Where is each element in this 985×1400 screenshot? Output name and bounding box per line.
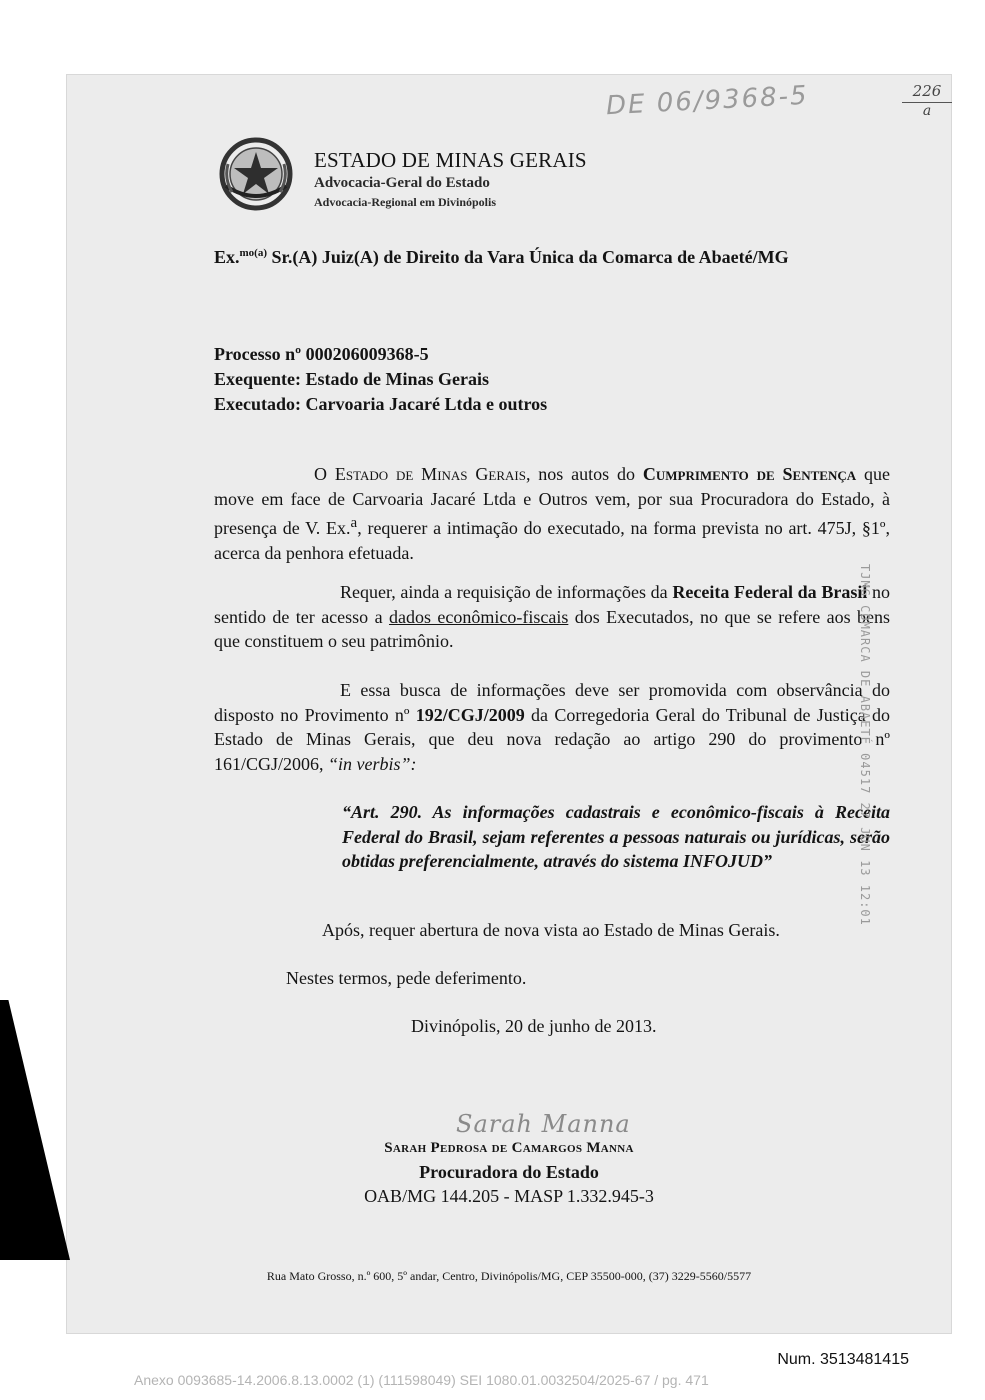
scanned-page <box>66 74 952 1334</box>
addressee-prefix: Ex. <box>214 247 240 267</box>
paragraph-request-intimation <box>214 462 890 565</box>
revenue-agency: Receita Federal da Brasil <box>672 582 868 602</box>
claimant: Exequente: Estado de Minas Gerais <box>214 369 490 389</box>
addressee-line <box>214 247 789 268</box>
p2-text-2: no sentido de ter acesso a <box>214 582 891 627</box>
proceeding-type: Cumprimento de Sentença <box>642 464 857 484</box>
p1-text-3: , requerer a intimação do executado, na forma prevista no art. 475J, §1º, acerca da penhora efetuada. <box>214 518 891 563</box>
protocol-stamp-text: TJMG COMARCA DE ABAETÉ 04517 27 JUN 13 12:01 <box>858 564 872 926</box>
party-name: O Estado de Minas Gerais <box>314 464 526 484</box>
fiscal-data: dados econômico-fiscais <box>388 606 569 627</box>
place-date: Divinópolis, 20 de junho de 2013. <box>411 1016 657 1036</box>
provision-number: 192/CGJ/2009 <box>415 704 525 725</box>
case-info <box>214 342 547 417</box>
closing-terms: Nestes termos, pede deferimento. <box>286 968 527 988</box>
annex-reference: Anexo 0093685-14.2006.8.13.0002 (1) (111598049) SEI 1080.01.0032504/2025-67 / pg. 471 <box>134 1372 709 1388</box>
agency-name: Advocacia-Geral do Estado <box>314 175 490 191</box>
process-number: Processo nº 000206009368-5 <box>214 344 429 364</box>
handwritten-signature: Sarah Manna <box>456 1110 631 1138</box>
closing-request: Após, requer abertura de nova vista ao Estado de Minas Gerais. <box>322 920 780 940</box>
office-address: Rua Mato Grosso, n.º 600, 5º andar, Centro, Divinópolis/MG, CEP 35500-000, (37) 3229-5560/5577 <box>266 1269 752 1283</box>
p1-text-2: que move em face de Carvoaria Jacaré Ltda e Outros vem, por sua Procuradora do Estado, à presença de V. Ex. <box>214 464 890 538</box>
folio-stamp <box>902 82 952 119</box>
protocol-stamp <box>856 564 878 926</box>
signer-role: Procuradora do Estado <box>419 1162 599 1182</box>
p3-text-1: E essa busca de informações deve ser promovida com observância do disposto no Provimento nº <box>214 680 890 725</box>
document-number: Num. 3513481415 <box>777 1351 909 1368</box>
minas-gerais-coat-of-arms-icon <box>216 134 296 214</box>
legal-quote: “Art. 290. As informações cadastrais e econômico-fiscais à Receita Federal do Brasil, sejam referentes a pessoas naturais ou jurídicas, serão obtidas preferencialmente, através do sistema INFOJUD” <box>342 802 890 871</box>
addressee-superscript: mo(a) <box>239 247 268 259</box>
folio-letter: a <box>922 103 932 119</box>
signer-registration: OAB/MG 144.205 - MASP 1.332.945-3 <box>364 1186 654 1206</box>
scan-black-edge <box>0 1000 70 1260</box>
folio-number: 226 <box>902 82 952 103</box>
defendant: Executado: Carvoaria Jacaré Ltda e outros <box>214 394 548 414</box>
p3-text-2: da Corregedoria Geral do Tribunal de Justiça do Estado de Minas Gerais, que deu nova redação ao artigo 290 do provimento nº 161/CGJ/2006, <box>214 704 890 774</box>
paragraph-legal-basis <box>214 678 890 776</box>
p2-text-1: Requer, ainda a requisição de informações da <box>340 582 673 602</box>
regional-office: Advocacia-Regional em Divinópolis <box>314 195 496 209</box>
addressee-text: Sr.(A) Juiz(A) de Direito da Vara Única da Comarca de Abaeté/MG <box>267 247 789 267</box>
p1-text-1: , nos autos do <box>525 464 643 484</box>
in-verbis: “in verbis”: <box>328 753 417 774</box>
paragraph-request-information <box>214 580 890 654</box>
p2-text-3: dos Executados, no que se refere aos bens que constituem o seu patrimônio. <box>214 606 890 651</box>
state-title: ESTADO DE MINAS GERAIS <box>314 148 587 172</box>
signer-name: Sarah Pedrosa de Camargos Manna <box>384 1140 634 1156</box>
p1-superscript: a <box>350 515 358 531</box>
handwritten-process-note: DE 06/9368-5 <box>605 80 810 122</box>
